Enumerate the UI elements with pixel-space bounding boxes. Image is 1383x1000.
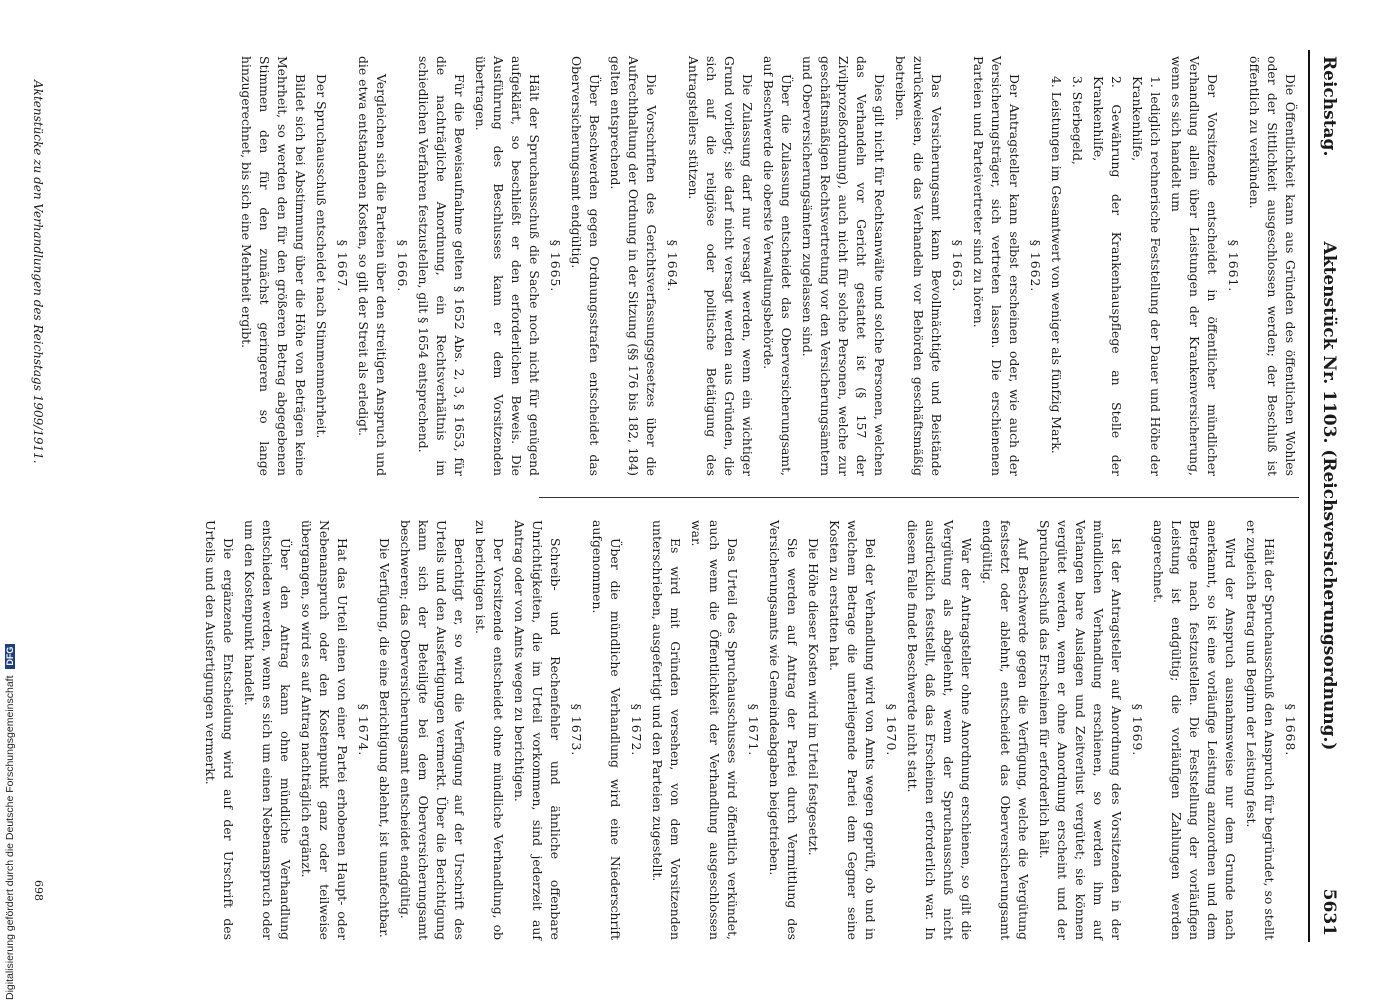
section-heading: § 1668. (1283, 703, 1298, 757)
paragraph: Vergleichen sich die Parteien über den streitigen Anspruch und die etwa entstandenen Kosten, so gilt der Streit als erledigt. (356, 56, 389, 476)
paragraph: Für die Beweisaufnahme gelten § 1652 Abs. 2, 3, § 1653, für die nachträgliche Anordnung, ein Rechtsverhältnis im schiedlichen Verfahren festzustellen, gilt § 1654 entsprechend. (416, 56, 467, 476)
paragraph: Über den Antrag kann ohne mündliche Verhandlung entschieden werden, wenn es sich um einen Nebenanspruch oder um den Kostenpunkt handelt. (242, 520, 293, 940)
paragraph: Über Beschwerden gegen Ordnungsstrafen entscheidet das Oberversicherungsamt endgültig. (569, 56, 602, 476)
list-item: 4. Leistungen im Gesamtwert von weniger als fünfzig Mark. (1049, 76, 1064, 454)
section-heading: § 1663. (950, 239, 965, 293)
paragraph: Bei der Verhandlung wird von Amts wegen geprüft, ob und in welchem Betrage die unterliegende Partei dem Gegner seine Kosten zu erstatten hat. (827, 520, 878, 940)
paragraph: Der Antragsteller kann selbst erscheinen oder, wie auch der Versicherungsträger, sich vertreten lassen. Die erschienenen Parteien und Parteivertreter sind zu hören. (971, 56, 1022, 476)
section-heading: § 1666. (395, 239, 410, 293)
column-divider (539, 497, 1299, 498)
paragraph: Hat das Urteil einen von einer Partei erhobenen Haupt- oder Nebenanspruch oder den Kostenpunkt ganz oder teilweise übergangen, so wird es auf Antrag nachträglich ergänzt. (299, 520, 350, 940)
paragraph: Bildet sich bei Abstimmung über die Höhe von Beträgen keine Mehrheit, so werden den für den größeren Betrag abgegebenen Stimmen den für den zunächst geringeren so lange hinzugerechnet, bis sich eine Mehrheit ergibt. (239, 56, 308, 476)
section-heading: § 1673. (569, 703, 584, 757)
paragraph: Das Versicherungsamt kann Bevollmächtigte und Beistände zurückweisen, die das Verhandeln vor Behörden geschäftsmäßig betreiben. (893, 56, 944, 476)
paragraph: Über die mündliche Verhandlung wird eine Niederschrift aufgenommen. (590, 520, 623, 940)
paragraph: Schreib- und Rechenfehler und ähnliche offenbare Unrichtigkeiten, die im Urteil vorkommen, sind jederzeit auf Antrag oder von Amts wegen zu berichtigen. (512, 520, 563, 940)
paragraph: Ist der Antragsteller auf Anordnung des Vorsitzenden in der mündlichen Verhandlung erschienen, so werden ihm auf Verlangen bare Auslagen und Zeitverlust vergütet; sie können vergütet werden, wenn er ohne Anordnung erscheint und der Spruchausschuß das Erscheinen für erforderlich hält. (1037, 520, 1124, 940)
footer-note: Aktenstücke zu den Verhandlungen des Reichstags 1909/1911. (31, 80, 45, 464)
list-item: 2. Gewährung der Krankenhauspflege an Stelle der Krankenhilfe, (1091, 76, 1124, 476)
paragraph: Hält der Spruchausschuß die Sache noch nicht für genügend aufgeklärt, so beschließt er den erforderlichen Beweis. Die Ausführung des Beschlusses kann er dem Vorsitzenden übertragen. (473, 56, 542, 476)
page-header (1315, 56, 1339, 936)
paragraph: Auf Beschwerde gegen die Verfügung, welche die Vergütung festsetzt oder ablehnt, entscheidet das Oberversicherungsamt endgültig. (980, 520, 1031, 940)
list-item: 3. Sterbegeld, (1070, 76, 1085, 165)
footer-page-number: 698 (32, 880, 45, 901)
dfg-logo: DFG (5, 644, 15, 669)
credit-text: Digitalisierung gefördert durch die Deutsche Forschungsgemeinschaft (4, 675, 16, 1000)
paragraph: Der Vorsitzende entscheidet ohne mündliche Verhandlung, ob zu berichtigen ist. (473, 520, 506, 940)
paragraph: Die Öffentlichkeit kann aus Gründen des öffentlichen Wohles oder der Sittlichkeit ausgeschlossen werden; der Beschluß ist öffentlich zu verkünden. (1247, 56, 1298, 476)
header-title: Aktenstück Nr. 1103. (Reichsversicherungsordnung.) (1319, 241, 1339, 751)
paragraph: Der Vorsitzende entscheidet in öffentlicher mündlicher Verhandlung allein über Leistungen der Krankenversicherung, wenn es sich handelt um (1169, 56, 1220, 476)
section-heading: § 1670. (884, 703, 899, 757)
paragraph: Es wird mit Gründen versehen, von dem Vorsitzenden unterschrieben, ausgefertigt und den Parteien zugestellt. (650, 520, 683, 940)
paragraph: Über die Zulassung entscheidet das Oberversicherungsamt, auf Beschwerde die oberste Verwaltungsbehörde. (761, 56, 794, 476)
section-heading: § 1671. (746, 703, 761, 757)
paragraph: Berichtigt er, so wird die Verfügung auf der Urschrift des Urteils und den Ausfertigungen vermerkt. Über die Berichtigung kann sich der Beteiligte bei dem Oberversicherungsamt beschweren; das Oberversicherungsamt entscheidet endgültig. (398, 520, 467, 940)
section-heading: § 1667. (335, 239, 350, 293)
paragraph: War der Antragsteller ohne Anordnung erschienen, so gilt die Vergütung als abgelehnt, wenn der Spruchausschuß nicht ausdrücklich feststellt, daß das Erscheinen erforderlich war. In diesem Falle findet Beschwerde nicht statt. (905, 520, 974, 940)
paragraph: Hält der Spruchausschuß den Anspruch für begründet, so stellt er zugleich Betrag und Beginn der Leistung fest. (1244, 520, 1277, 940)
paragraph: Die ergänzende Entscheidung wird auf der Urschrift des Urteils und den Ausfertigungen vermerkt. (203, 520, 236, 940)
paragraph: Wird der Anspruch ausnahmsweise nur dem Grunde nach anerkannt, so ist eine vorläufige Leistung anzuordnen und dem Betrage nach festzustellen. Die Feststellung der vorläufigen Leistung ist endgültig; die vorläufigen Zahlungen werden angerechnet. (1151, 520, 1238, 940)
paragraph: Die Verfügung, die eine Berichtigung ablehnt, ist unanfechtbar. (377, 538, 392, 938)
left-column (234, 56, 1299, 476)
section-heading: § 1674. (356, 703, 371, 757)
paragraph: Die Höhe dieser Kosten wird im Urteil festgesetzt. (806, 538, 821, 856)
paragraph: Die Zulassung darf nur versagt werden, wenn ein wichtiger Grund vorliegt; sie darf nicht versagt werden aus Gründen, die sich auf die religiöse oder politische Betätigung des Antragstellers stützen. (686, 56, 755, 476)
paragraph: Sie werden auf Antrag der Partei durch Vermittlung des Versicherungsamts wie Gemeindeabgaben beigetrieben. (767, 520, 800, 940)
section-heading: § 1662. (1028, 239, 1043, 293)
digitization-credit (4, 40, 20, 1000)
right-column (198, 520, 1299, 940)
paragraph: Der Spruchausschuß entscheidet nach Stimmenmehrheit. (314, 74, 329, 439)
section-heading: § 1669. (1130, 703, 1145, 757)
paragraph: Die Vorschriften des Gerichtsverfassungsgesetzes über die Aufrechthaltung der Ordnung in der Sitzung (§§ 176 bis 182, 184) gelten entsprechend. (608, 56, 659, 476)
section-heading: § 1665. (548, 239, 563, 293)
paragraph: Dies gilt nicht für Rechtsanwälte und solche Personen, welchen das Verhandeln vor Gericht gestattet ist (§ 157 der Zivilprozeßordnung), auch nicht für solche Personen, welche zur geschäftsmäßigen Rechtsvertretung vor den Versicherungsämtern und Oberversicherungsämtern zugelassen sind. (800, 56, 887, 476)
header-rule (1308, 50, 1310, 942)
header-page-number: 5631 (1319, 888, 1339, 936)
section-heading: § 1661. (1226, 239, 1241, 293)
paragraph: Das Urteil des Spruchausschusses wird öffentlich verkündet, auch wenn die Öffentlichkeit der Verhandlung ausgeschlossen war. (689, 520, 740, 940)
section-heading: § 1672. (629, 703, 644, 757)
header-left: Reichstag. (1319, 56, 1339, 157)
section-heading: § 1664. (665, 239, 680, 293)
list-item: 1. lediglich rechnerische Feststellung der Dauer und Höhe der Krankenhilfe, (1130, 76, 1163, 476)
